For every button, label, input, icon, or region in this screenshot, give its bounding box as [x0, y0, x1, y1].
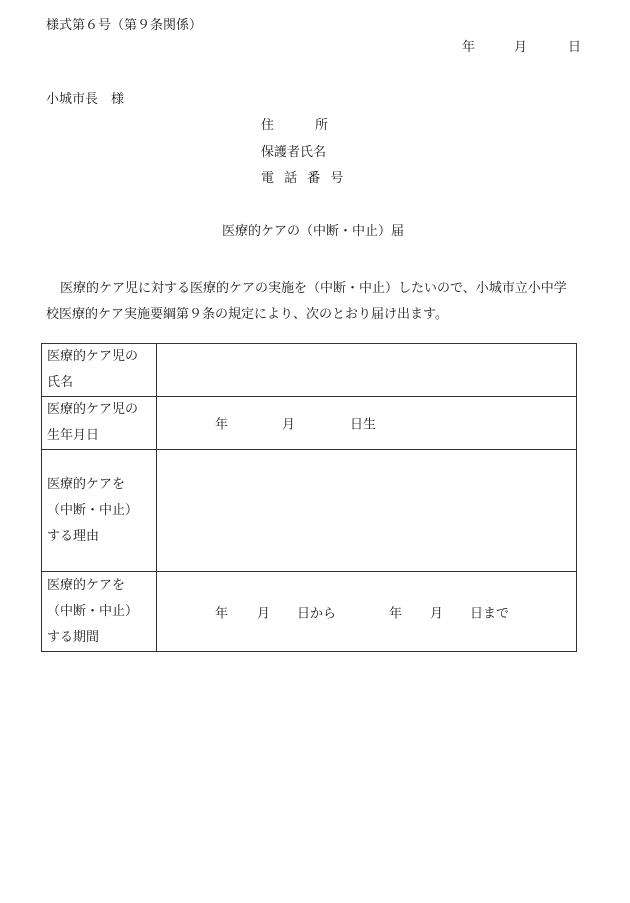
table-row-birthdate: [42, 397, 577, 450]
period-label-line-2: （中断・中止）: [47, 603, 139, 619]
table-row-name: [42, 344, 577, 397]
form-number: 様式第６号（第９条関係）: [46, 18, 203, 33]
name-label-line-1: 医療的ケア児の: [47, 349, 139, 364]
reason-label-line-1: 医療的ケアを: [47, 476, 126, 492]
period-end-year-label: 年: [389, 606, 403, 621]
period-start-day-label: 日から: [297, 606, 337, 621]
birth-label-cell: [42, 397, 157, 450]
period-end-day-label: 日まで: [470, 606, 510, 621]
applicant-name-label: 保護者氏名: [261, 145, 327, 160]
body-line-1: 医療的ケア児に対する医療的ケアの実施を（中断・中止）したいので、小城市立小中学: [60, 281, 567, 296]
birth-month-label: 月: [282, 417, 296, 433]
document-title: 医療的ケアの（中断・中止）届: [222, 224, 405, 239]
address-char-1: 住: [261, 118, 275, 133]
date-month-label: 月: [514, 40, 528, 55]
body-line-2: 校医療的ケア実施要綱第９条の規定により、次のとおり届け出ます。: [46, 307, 448, 322]
table-row-period: [42, 572, 577, 652]
period-start-year-label: 年: [215, 606, 229, 621]
applicant-phone-label: 電 話 番 号: [261, 171, 347, 186]
date-year-label: 年: [462, 40, 476, 55]
birth-year-label: 年: [215, 417, 229, 433]
birth-day-label: 日生: [350, 417, 377, 433]
period-end-month-label: 月: [430, 606, 444, 621]
address-char-2: 所: [315, 118, 329, 133]
reason-label-cell: [42, 450, 157, 572]
birth-value-cell[interactable]: [157, 397, 577, 450]
table-row-reason: [42, 450, 577, 572]
birth-label-line-2: 生年月日: [47, 428, 100, 443]
reason-label-line-2: （中断・中止）: [47, 502, 139, 518]
name-label-line-2: 氏名: [47, 375, 74, 390]
name-value-cell[interactable]: [157, 344, 577, 397]
period-label-line-1: 医療的ケアを: [47, 577, 126, 593]
notification-table: [41, 343, 577, 652]
date-day-label: 日: [568, 40, 582, 55]
birth-label-line-1: 医療的ケア児の: [47, 402, 139, 417]
period-label-cell: [42, 572, 157, 652]
reason-label-line-3: する理由: [47, 528, 100, 544]
addressee: 小城市長 様: [46, 92, 125, 107]
period-start-month-label: 月: [257, 606, 271, 621]
body-text: [46, 276, 586, 328]
period-value-cell[interactable]: [157, 572, 577, 652]
reason-value-cell[interactable]: [157, 450, 577, 572]
period-label-line-3: する期間: [47, 629, 100, 645]
name-label-cell: [42, 344, 157, 397]
